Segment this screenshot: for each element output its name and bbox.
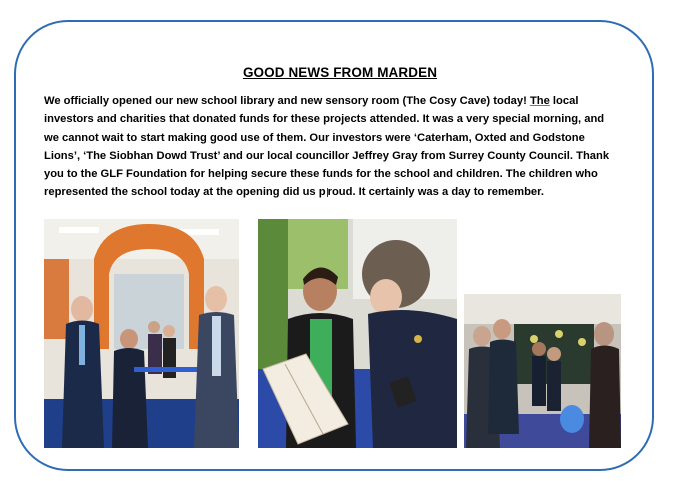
paragraph-line-3: we cannot wait to start making good use of them. Our investors were ‘Caterham, Oxted and Godstone: [44, 131, 585, 144]
paragraph-line-1: [44, 92, 644, 110]
paragraph-text: represented the school today at the opening did us p: [44, 186, 326, 199]
photo-ribbon-cutting: [44, 219, 239, 448]
photo-boy-reading: [258, 219, 457, 448]
paragraph-line-4: Lions’, ‘The Siobhan Dowd Trust’ and our local councillor Jeffrey Gray from Surrey County Council. Thank: [44, 149, 610, 162]
paragraph-text: roud. It certainly was a day to remember.: [327, 186, 544, 199]
announcement-paragraph: [44, 92, 644, 202]
page-title: GOOD NEWS FROM MARDEN: [242, 65, 438, 80]
paragraph-line-5: you to the GLF Foundation for helping secure these funds for the school and children. The children who: [44, 168, 598, 181]
spellcheck-underlined-word: The: [529, 95, 550, 107]
paragraph-text: local: [549, 95, 579, 107]
paragraph-text: We officially opened our new school library and new sensory room (The Cosy Cave) today!: [44, 95, 530, 107]
paragraph-line-6: [44, 183, 644, 201]
paragraph-line-2: investors and charities that donated funds for these projects attended. It was a very special morning, and: [44, 113, 605, 126]
photo-sensory-room: [464, 294, 621, 448]
